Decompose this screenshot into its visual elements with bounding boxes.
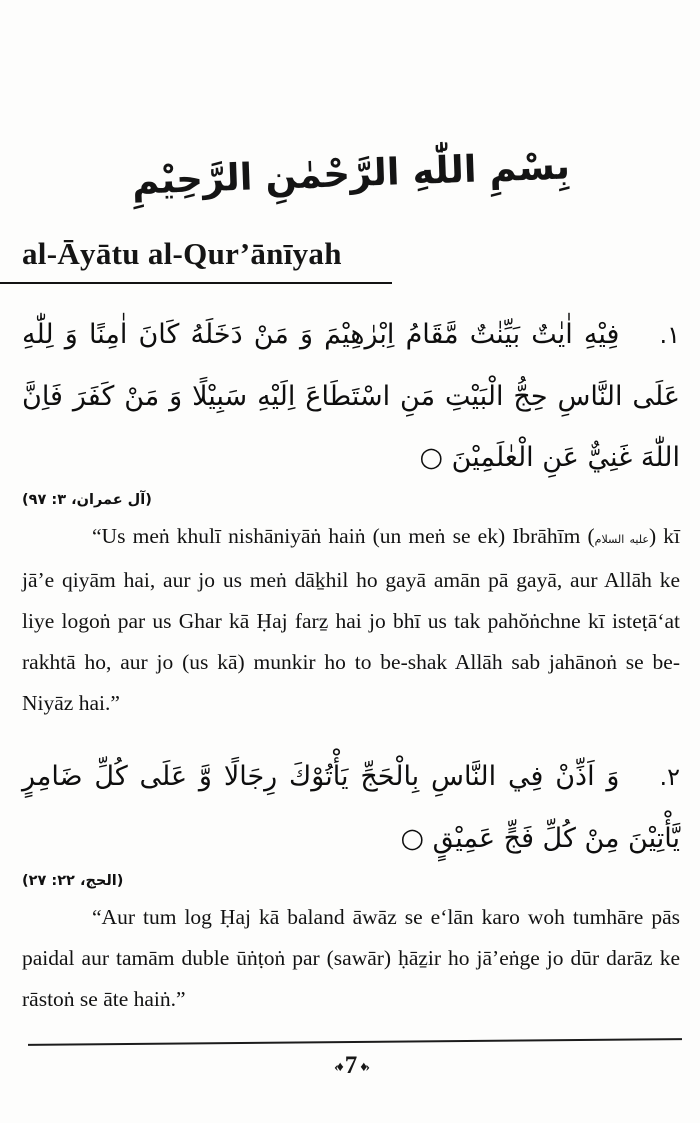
page-ornament-right-icon: ♦› — [360, 1060, 369, 1075]
verse-2-arabic-text: وَ اَذِّنْ فِي النَّاسِ بِالْحَجِّ يَأْتُوْكَ رِجَالًا وَّ عَلَى كُلِّ ضَامِرٍ يَّأْتِيْنَ مِنْ كُلِّ فَجٍّ عَمِيْقٍ ○ — [22, 760, 680, 854]
verse-1-reference: (آل عمران، ٣: ٩٧) — [22, 492, 152, 508]
page-number: 7 — [344, 1052, 358, 1079]
verse-1-arabic-text: فِيْهِ اٰيٰتٌ بَيِّنٰتٌ مَّقَامُ اِبْرٰهِيْمَ وَ مَنْ دَخَلَهُ كَانَ اٰمِنًا وَ لِلّٰهِ عَلَى النَّاسِ حِجُّ الْبَيْتِ مَنِ اسْتَطَاعَ اِلَيْهِ سَبِيْلًا وَ مَنْ كَفَرَ فَاِنَّ اللّٰهَ غَنِيٌّ عَنِ الْعٰلَمِيْنَ ○ — [22, 319, 680, 473]
page-ornament-left-icon: ‹♦ — [333, 1060, 342, 1075]
translation-1-text-after: ) kī jā’e qiyām hai, aur jo us meṅ dāḵhil ho gayā amān pā gayā, aur Allāh ke liye logoṅ par us Ghar kā Ḥaj farẕ hai jo bhī us tak pahŏṅchne kī isteṭā‘at rakhtā ho, aur jo (us kā) munkir ho to be-shak Allāh sab jahānoṅ se be-Niyāz hai.” — [22, 524, 680, 715]
verse-2-number: ٢. — [659, 762, 680, 791]
verse-1-number: ١. — [659, 321, 680, 349]
translation-1-text-before: “Us meṅ khulī nishāniyāṅ haiṅ (un meṅ se ek) Ibrāhīm ( — [92, 524, 595, 548]
verse-2-translation: “Aur tum log Ḥaj kā baland āwāz se e‘lān karo woh tumhāre pās paidal aur tamām duble ūṅṭoṅ par (sawār) ḥāẕir ho jā’eṅge jo dūr darāz ke rāstoṅ se āte haiṅ.” — [22, 904, 680, 1011]
verse-1-translation — [22, 516, 680, 724]
verse-2-reference: (الحج، ٢٢: ٢٧) — [22, 872, 124, 889]
bismillah-calligraphy: بِسْمِ اللّٰهِ الرَّحْمٰنِ الرَّحِيْمِ — [131, 144, 571, 203]
quran-verse-2 — [22, 746, 680, 869]
alayhis-salam-honorific: عليه السلام — [594, 533, 649, 546]
page-number-row — [22, 1052, 680, 1080]
section-heading-underline — [0, 236, 392, 284]
footer-divider — [28, 1038, 682, 1046]
page-title: al-Āyātu al-Qur’ānīyah — [22, 236, 342, 271]
quran-verse-1 — [22, 304, 680, 488]
